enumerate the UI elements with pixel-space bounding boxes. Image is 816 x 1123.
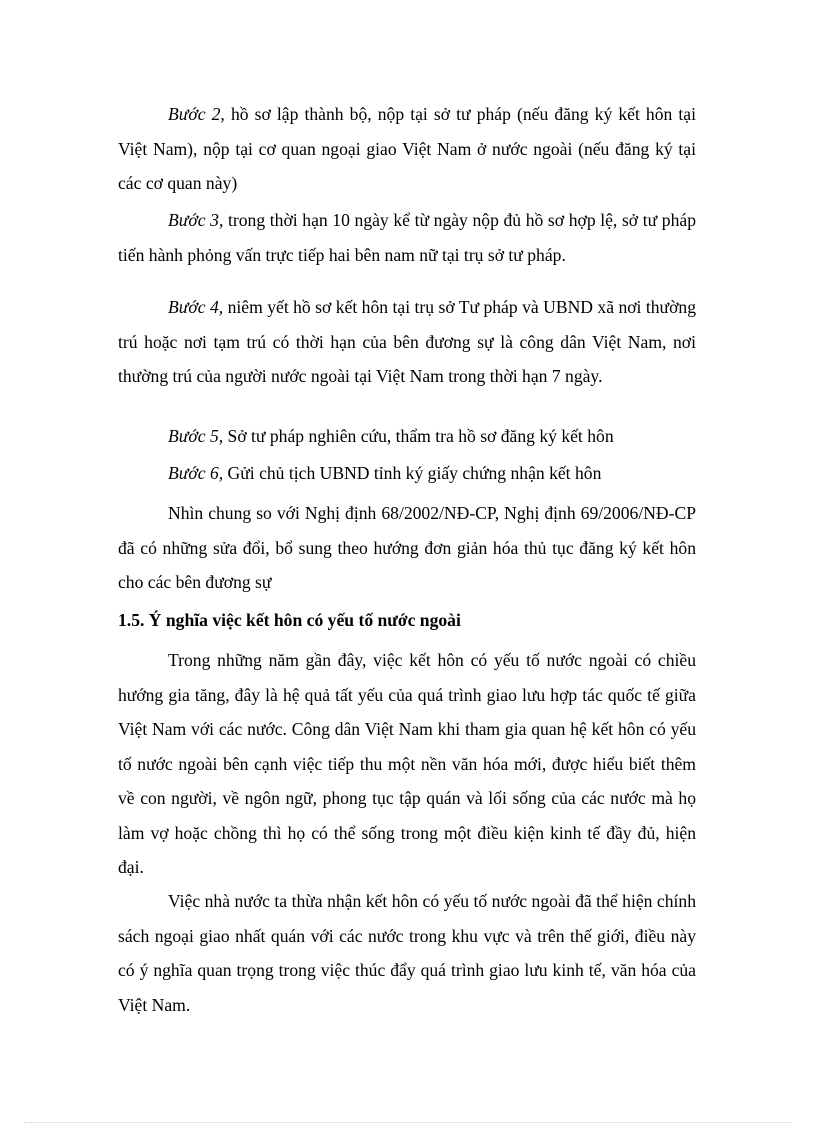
section-heading: 1.5. Ý nghĩa việc kết hôn có yếu tố nước ngoài bbox=[118, 610, 461, 630]
step-label: Bước 6, bbox=[168, 463, 224, 483]
paragraph-step-4 bbox=[118, 290, 696, 394]
paragraph-text: trong thời hạn 10 ngày kể từ ngày nộp đủ hồ sơ hợp lệ, sở tư pháp tiến hành phỏng vấn trực tiếp hai bên nam nữ tại trụ sở tư pháp. bbox=[118, 210, 696, 265]
step-label: Bước 2, bbox=[168, 104, 225, 124]
paragraph-text: Gửi chủ tịch UBND tỉnh ký giấy chứng nhận kết hôn bbox=[223, 463, 602, 483]
step-label: Bước 3, bbox=[168, 210, 224, 230]
paragraph-step-6 bbox=[118, 456, 696, 491]
paragraph-step-5 bbox=[118, 419, 696, 454]
paragraph-text: Nhìn chung so với Nghị định 68/2002/NĐ-CP, Nghị định 69/2006/NĐ-CP đã có những sửa đổi, bổ sung theo hướng đơn giản hóa thủ tục đăng ký kết hôn cho các bên đương sự bbox=[118, 503, 696, 592]
section-paragraph bbox=[118, 884, 696, 1022]
paragraph-step-3 bbox=[118, 203, 696, 272]
paragraph-text: Sở tư pháp nghiên cứu, thẩm tra hồ sơ đăng ký kết hôn bbox=[223, 426, 614, 446]
step-label: Bước 4, bbox=[168, 297, 224, 317]
paragraph-step-2 bbox=[118, 97, 696, 201]
step-label: Bước 5, bbox=[168, 426, 224, 446]
paragraph-text: niêm yết hồ sơ kết hôn tại trụ sở Tư pháp và UBND xã nơi thường trú hoặc nơi tạm trú có thời hạn của bên đương sự là công dân Việt Nam, nơi thường trú của người nước ngoài tại Việt Nam trong thời hạn 7 ngày. bbox=[118, 297, 696, 386]
paragraph-text: hồ sơ lập thành bộ, nộp tại sở tư pháp (nếu đăng ký kết hôn tại Việt Nam), nộp tại cơ quan ngoại giao Việt Nam ở nước ngoài (nếu đăng ký tại các cơ quan này) bbox=[118, 104, 697, 193]
paragraph-text: Trong những năm gần đây, việc kết hôn có yếu tố nước ngoài có chiều hướng gia tăng, đây là hệ quả tất yếu của quá trình giao lưu hợp tác quốc tế giữa Việt Nam với các nước. Công dân Việt Nam khi tham gia quan hệ kết hôn có yếu tố nước ngoài bên cạnh việc tiếp thu một nền văn hóa mới, được hiểu biết thêm về con người, về ngôn ngữ, phong tục tập quán và lối sống của các nước mà họ làm vợ hoặc chồng thì họ có thể sống trong một điều kiện kinh tế đầy đủ, hiện đại. bbox=[118, 650, 696, 877]
paragraph-summary bbox=[118, 496, 696, 600]
section-paragraph bbox=[118, 643, 696, 885]
paragraph-text: Việc nhà nước ta thừa nhận kết hôn có yếu tố nước ngoài đã thể hiện chính sách ngoại giao nhất quán với các nước trong khu vực và trên thế giới, điều này có ý nghĩa quan trọng trong việc thúc đẩy quá trình giao lưu kinh tế, văn hóa của Việt Nam. bbox=[118, 891, 696, 1015]
